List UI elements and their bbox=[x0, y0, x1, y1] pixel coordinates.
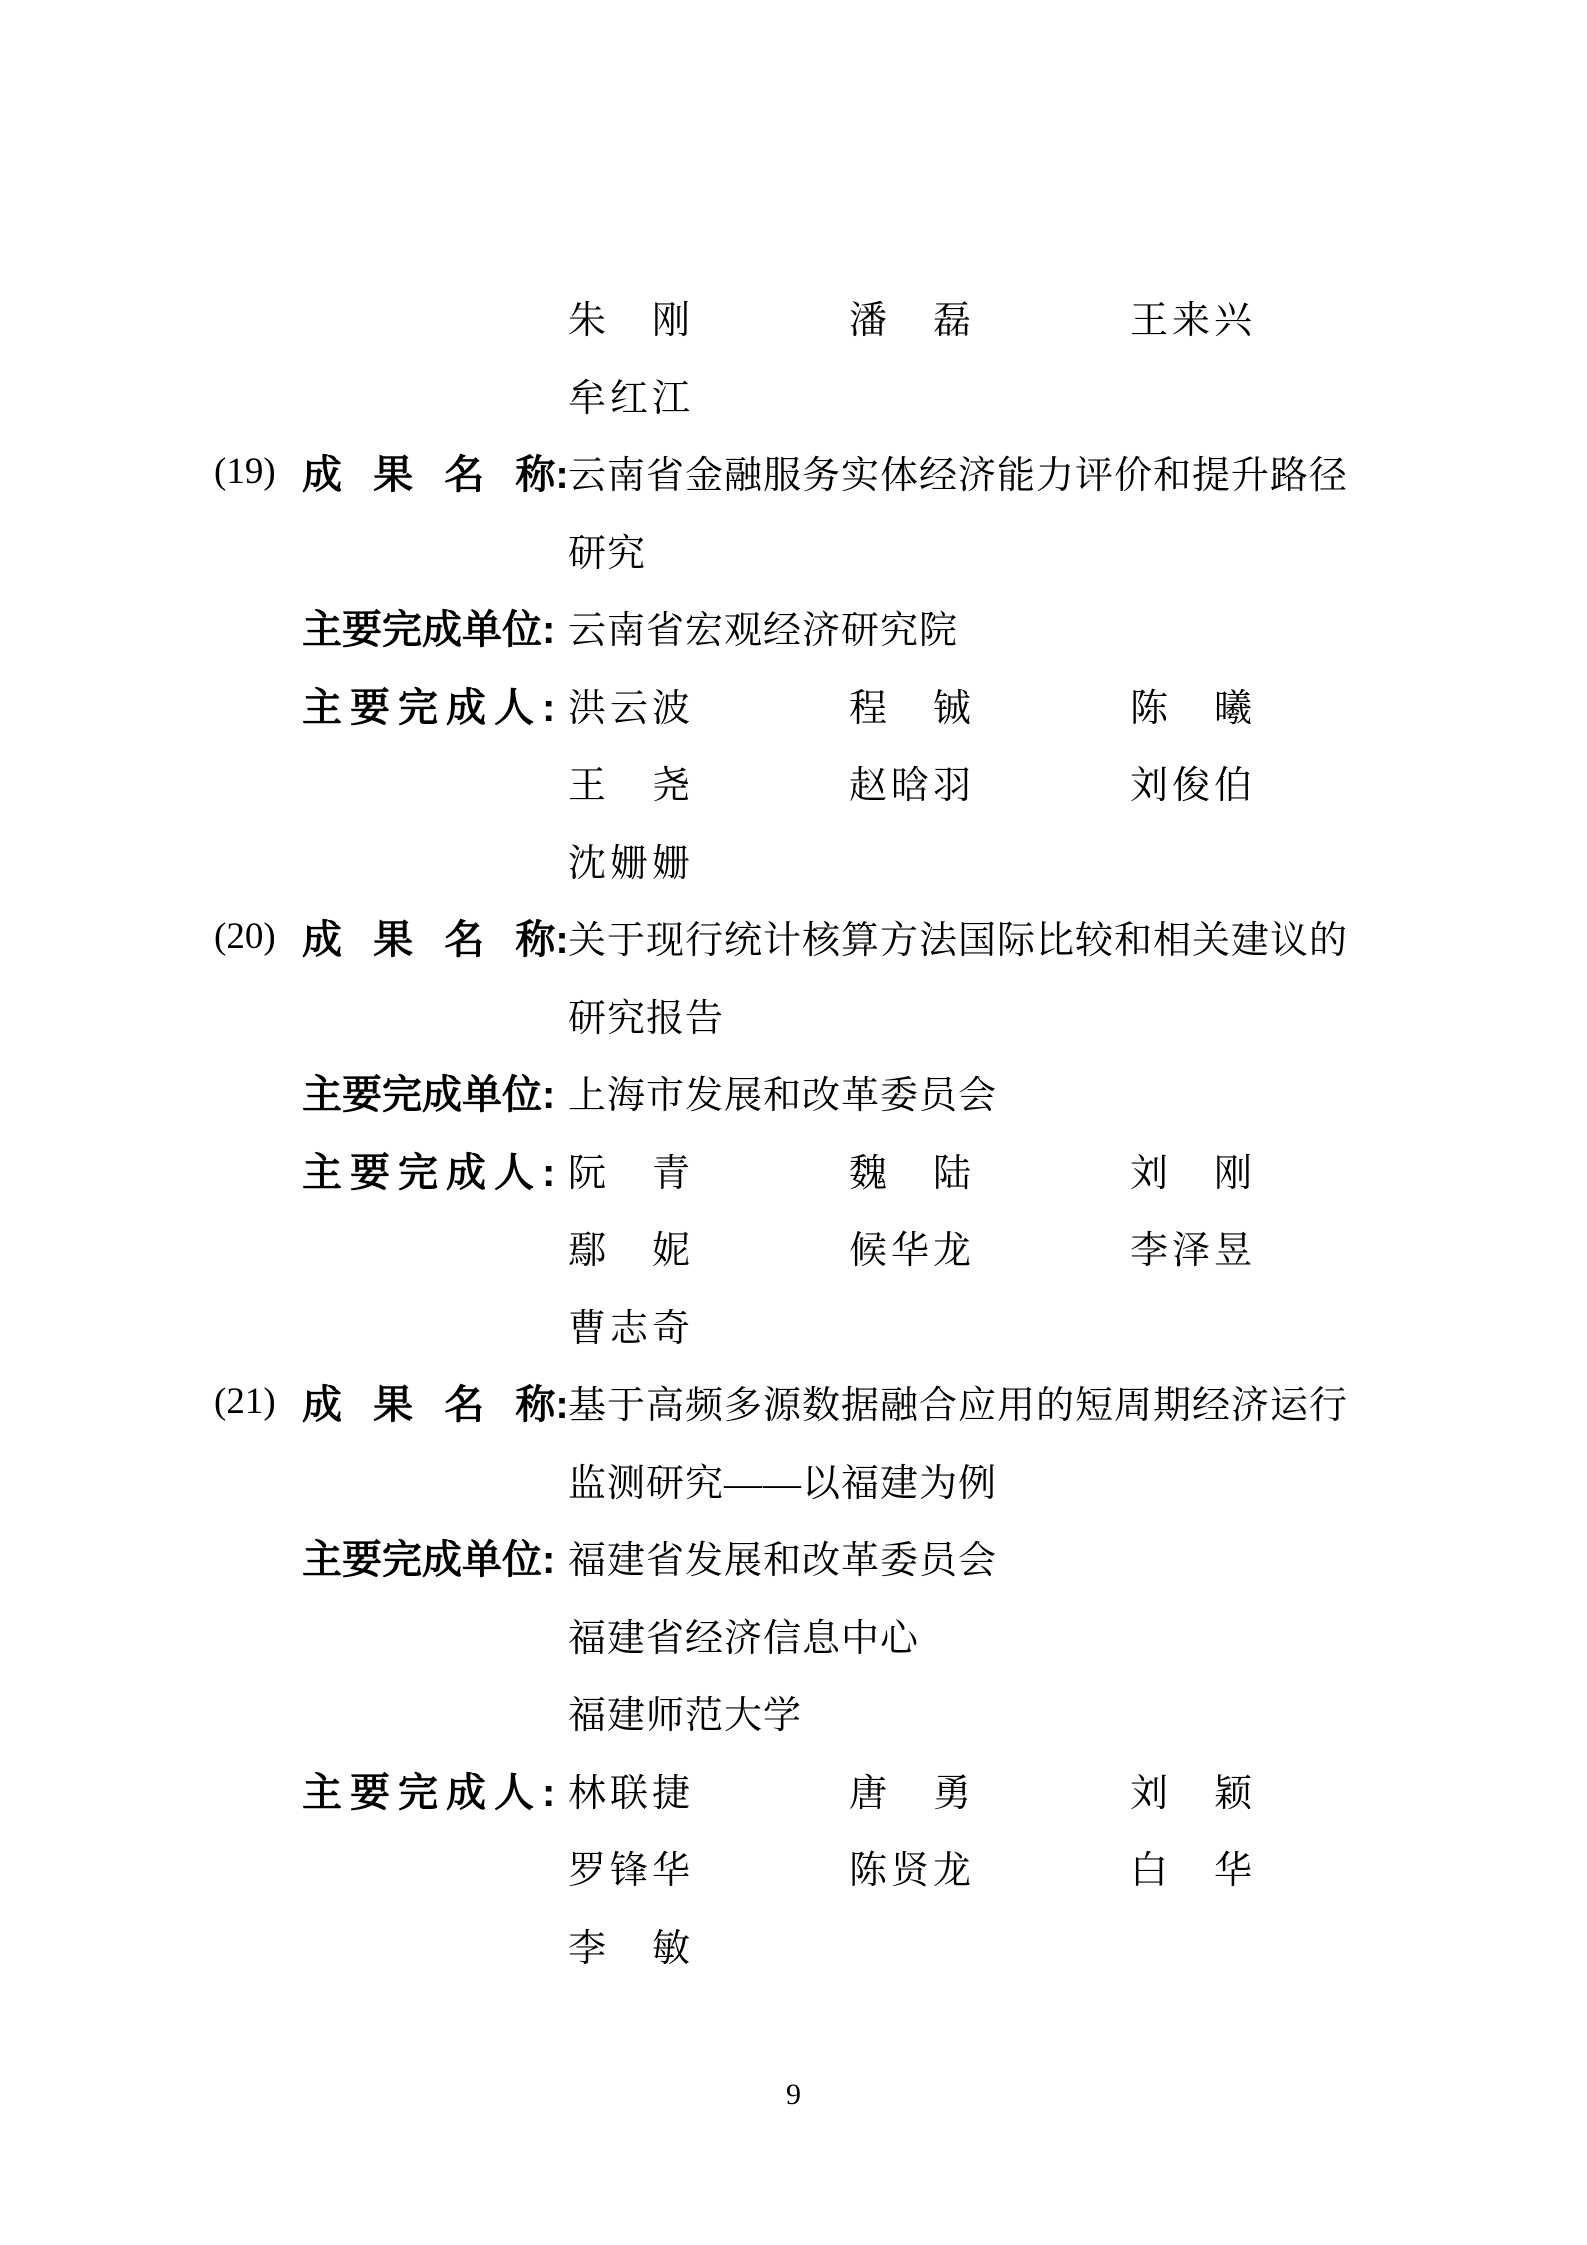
result-title-line: 研究报告 bbox=[568, 997, 725, 1040]
section-20-people-row bbox=[0, 1131, 1587, 1209]
names-row bbox=[0, 1208, 1587, 1286]
unit-name: 福建师范大学 bbox=[568, 1695, 803, 1738]
person-name: 潘 磊 bbox=[849, 300, 976, 343]
section-20-unit-row bbox=[0, 1053, 1587, 1131]
person-name: 候华龙 bbox=[849, 1230, 976, 1273]
unit-name: 福建省发展和改革委员会 bbox=[568, 1540, 998, 1583]
result-name-label: 成 果 名 称: bbox=[302, 453, 569, 498]
names-line bbox=[568, 1142, 1587, 1197]
main-people-label: 主要完成人: bbox=[302, 685, 564, 730]
names-line bbox=[568, 289, 1587, 344]
person-name: 程 铖 bbox=[849, 687, 976, 730]
section-20-title-wrap-row bbox=[0, 976, 1587, 1054]
unit-name: 云南省宏观经济研究院 bbox=[568, 610, 959, 653]
completion-number: (19) bbox=[214, 451, 276, 493]
result-name-label: 成 果 名 称: bbox=[302, 1383, 569, 1428]
person-name: 唐 勇 bbox=[849, 1772, 976, 1815]
main-unit-label: 主要完成单位: bbox=[302, 1538, 556, 1583]
result-name-label: 成 果 名 称: bbox=[302, 918, 569, 963]
section-20-title-row bbox=[0, 898, 1587, 976]
result-title-line: 研究 bbox=[568, 532, 647, 575]
person-name: 陈 曦 bbox=[1130, 687, 1257, 730]
names-line bbox=[568, 754, 1587, 809]
section-21-title-wrap-row bbox=[0, 1441, 1587, 1519]
section-19-title-wrap-row bbox=[0, 511, 1587, 589]
main-unit-label: 主要完成单位: bbox=[302, 1073, 556, 1118]
person-name: 沈姗姗 bbox=[568, 842, 695, 885]
names-row bbox=[0, 356, 1587, 434]
unit-name: 上海市发展和改革委员会 bbox=[568, 1075, 998, 1118]
result-title-line: 基于高频多源数据融合应用的短周期经济运行 bbox=[568, 1385, 1349, 1428]
main-unit-label: 主要完成单位: bbox=[302, 608, 556, 653]
names-row bbox=[0, 821, 1587, 899]
person-name: 魏 陆 bbox=[849, 1152, 976, 1195]
person-name: 王 尧 bbox=[568, 765, 695, 808]
unit-extra-row bbox=[0, 1673, 1587, 1751]
completion-number: (21) bbox=[214, 1381, 276, 1423]
names-line bbox=[568, 677, 1587, 732]
person-name: 朱 刚 bbox=[568, 300, 695, 343]
section-21-title-row bbox=[0, 1363, 1587, 1441]
unit-extra-row bbox=[0, 1596, 1587, 1674]
result-title-line: 云南省金融服务实体经济能力评价和提升路径 bbox=[568, 455, 1349, 498]
person-name: 刘 刚 bbox=[1130, 1152, 1257, 1195]
names-row bbox=[0, 1828, 1587, 1906]
names-row bbox=[0, 278, 1587, 356]
names-line bbox=[568, 1219, 1587, 1274]
person-name: 陈贤龙 bbox=[849, 1850, 976, 1893]
page-number: 9 bbox=[786, 2078, 801, 2111]
section-19-unit-row bbox=[0, 588, 1587, 666]
unit-name: 福建省经济信息中心 bbox=[568, 1617, 920, 1660]
person-name: 李 敏 bbox=[568, 1927, 695, 1970]
person-name: 王来兴 bbox=[1130, 300, 1257, 343]
result-title-line: 关于现行统计核算方法国际比较和相关建议的 bbox=[568, 920, 1349, 963]
names-line bbox=[568, 1762, 1587, 1817]
names-line bbox=[568, 1917, 1587, 1972]
person-name: 罗锋华 bbox=[568, 1850, 695, 1893]
person-name: 赵晗羽 bbox=[849, 765, 976, 808]
person-name: 李泽昱 bbox=[1130, 1230, 1257, 1273]
person-name: 阮 青 bbox=[568, 1152, 695, 1195]
completion-number: (20) bbox=[214, 916, 276, 958]
section-19-title-row bbox=[0, 433, 1587, 511]
person-name: 洪云波 bbox=[568, 687, 695, 730]
main-people-label: 主要完成人: bbox=[302, 1770, 564, 1815]
person-name: 鄢 妮 bbox=[568, 1230, 695, 1273]
section-21-unit-row bbox=[0, 1518, 1587, 1596]
names-line bbox=[568, 832, 1587, 887]
names-line bbox=[568, 367, 1587, 422]
person-name: 曹志奇 bbox=[568, 1307, 695, 1350]
names-line bbox=[568, 1297, 1587, 1352]
section-19-people-row bbox=[0, 666, 1587, 744]
main-people-label: 主要完成人: bbox=[302, 1150, 564, 1195]
person-name: 林联捷 bbox=[568, 1772, 695, 1815]
section-21-people-row bbox=[0, 1751, 1587, 1829]
names-row bbox=[0, 743, 1587, 821]
person-name: 刘 颖 bbox=[1130, 1772, 1257, 1815]
person-name: 刘俊伯 bbox=[1130, 765, 1257, 808]
names-row bbox=[0, 1286, 1587, 1364]
person-name: 白 华 bbox=[1130, 1850, 1257, 1893]
names-line bbox=[568, 1839, 1587, 1894]
result-title-line: 监测研究——以福建为例 bbox=[568, 1462, 998, 1505]
person-name: 牟红江 bbox=[568, 377, 695, 420]
names-row bbox=[0, 1906, 1587, 1984]
